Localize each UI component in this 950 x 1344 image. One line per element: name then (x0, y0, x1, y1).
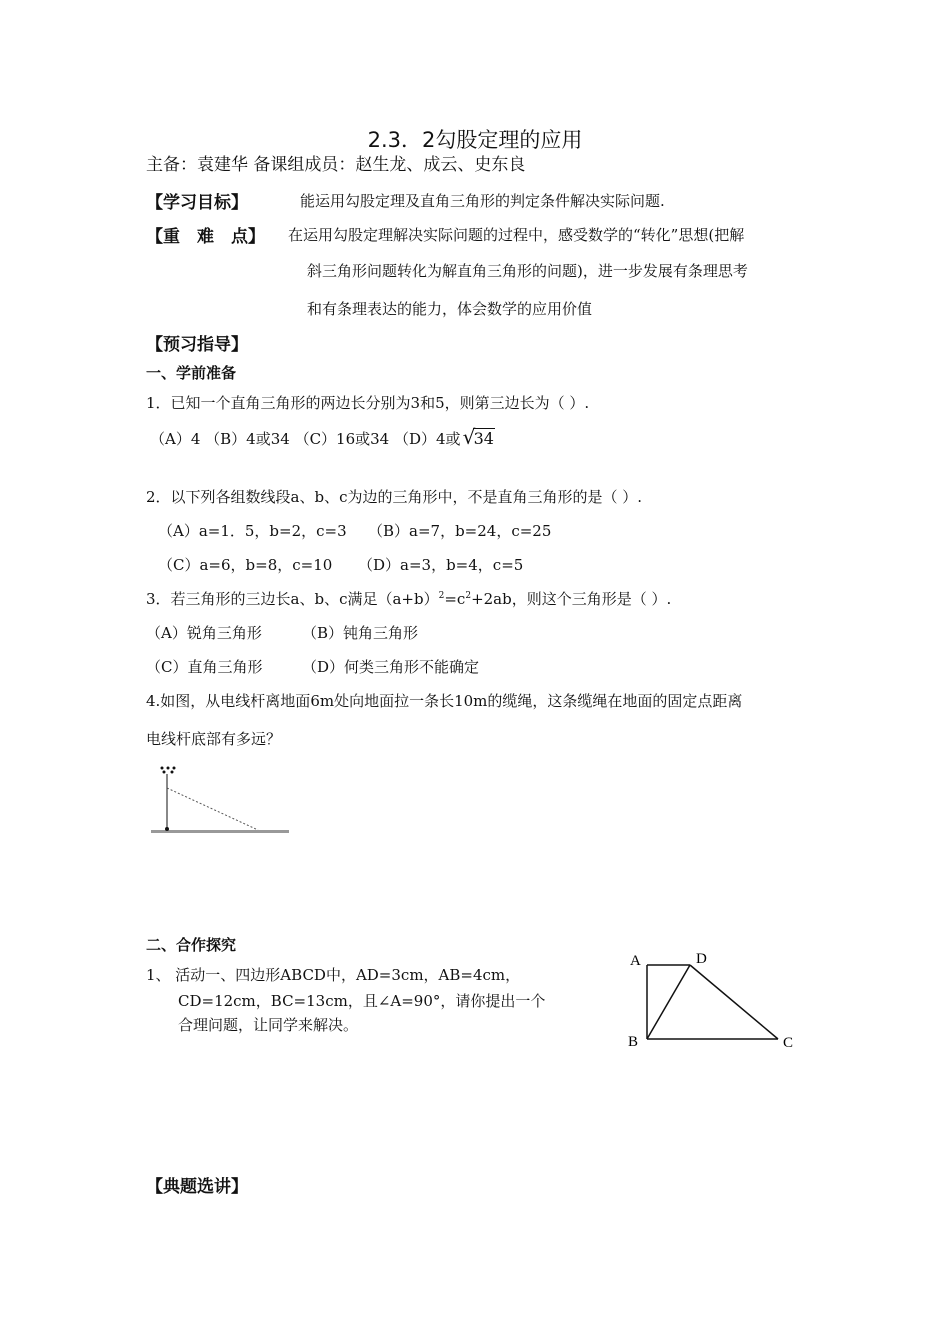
q3-option-c: （C）直角三角形 (146, 658, 263, 676)
activity-line-2: CD=12cm，BC=13cm，且∠A=90°，请你提出一个 (178, 992, 546, 1010)
q3-option-d: （D）何类三角形不能确定 (302, 658, 480, 676)
q3-sup-2: 2 (465, 591, 472, 601)
activity-line-1: 1、 活动一、四边形ABCD中，AD=3cm，AB=4cm， (146, 966, 521, 984)
q2-option-a: （A）a=1．5，b=2，c=3 (158, 522, 347, 540)
q3-sup-1: 2 (438, 591, 445, 601)
q4-line-2: 电线杆底部有多远？ (146, 730, 282, 748)
page-title: 2.3．2勾股定理的应用 (367, 128, 583, 152)
q2-stem: 2．以下列各组数线段a、b、c为边的三角形中，不是直角三角形的是（ ）. (146, 488, 643, 506)
section1-heading: 一、学前准备 (146, 364, 237, 382)
q3-stem-b: =c (444, 590, 466, 608)
preview-label: 【预习指导】 (146, 335, 248, 355)
q3-option-b: （B）钝角三角形 (302, 624, 419, 642)
objective-text: 能运用勾股定理及直角三角形的判定条件解决实际问题. (300, 192, 665, 210)
vertex-label-c: C (783, 1035, 794, 1051)
pole-figure (148, 760, 293, 840)
keypoints-line-1: 在运用勾股定理解决实际问题的过程中，感受数学的“转化”思想(把解 (288, 226, 745, 244)
q3-option-a: （A）锐角三角形 (146, 624, 262, 642)
sqrt-34: √ 34 (462, 425, 494, 449)
pole-top-icon (161, 767, 176, 774)
diagonal-bd (647, 965, 690, 1039)
vertex-label-a: A (630, 953, 641, 969)
q2-option-b: （B）a=7，b=24，c=25 (368, 522, 552, 540)
cable-line (167, 788, 258, 830)
q1-options-text: （A）4 （B）4或34 （C）16或34 （D）4或 (150, 430, 461, 448)
examples-label: 【典题选讲】 (146, 1177, 248, 1197)
quadrilateral-figure (620, 944, 805, 1054)
sqrt-argument: 34 (473, 429, 494, 448)
vertex-label-d: D (696, 951, 707, 967)
vertex-label-b: B (628, 1034, 639, 1050)
ground-line (151, 830, 289, 833)
keypoints-line-3: 和有条理表达的能力，体会数学的应用价值 (307, 300, 593, 318)
q1-stem: 1．已知一个直角三角形的两边长分别为3和5，则第三边长为（ ）. (146, 394, 590, 412)
authors-line: 主备：袁建华 备课组成员：赵生龙、成云、史东良 (146, 155, 526, 175)
q4-line-1: 4.如图，从电线杆离地面6m处向地面拉一条长10m的缆绳，这条缆绳在地面的固定点距离 (146, 692, 743, 710)
q3-stem-a: 3．若三角形的三边长a、b、c满足（a+b） (146, 590, 439, 608)
q3-stem-c: +2ab，则这个三角形是（ ）. (471, 590, 672, 608)
keypoints-label: 【重 难 点】 (146, 227, 265, 247)
pole-base-dot (165, 827, 169, 831)
q2-option-d: （D）a=3，b=4，c=5 (358, 556, 524, 574)
activity-line-3: 合理问题，让同学来解决。 (178, 1016, 359, 1034)
q1-options (150, 425, 495, 449)
q3-stem (146, 588, 671, 609)
edge-dc (690, 965, 778, 1039)
section2-heading: 二、合作探究 (146, 936, 237, 954)
q2-option-c: （C）a=6，b=8，c=10 (158, 556, 333, 574)
keypoints-line-2: 斜三角形问题转化为解直角三角形的问题)，进一步发展有条理思考 (307, 262, 748, 280)
objective-label: 【学习目标】 (146, 193, 248, 213)
